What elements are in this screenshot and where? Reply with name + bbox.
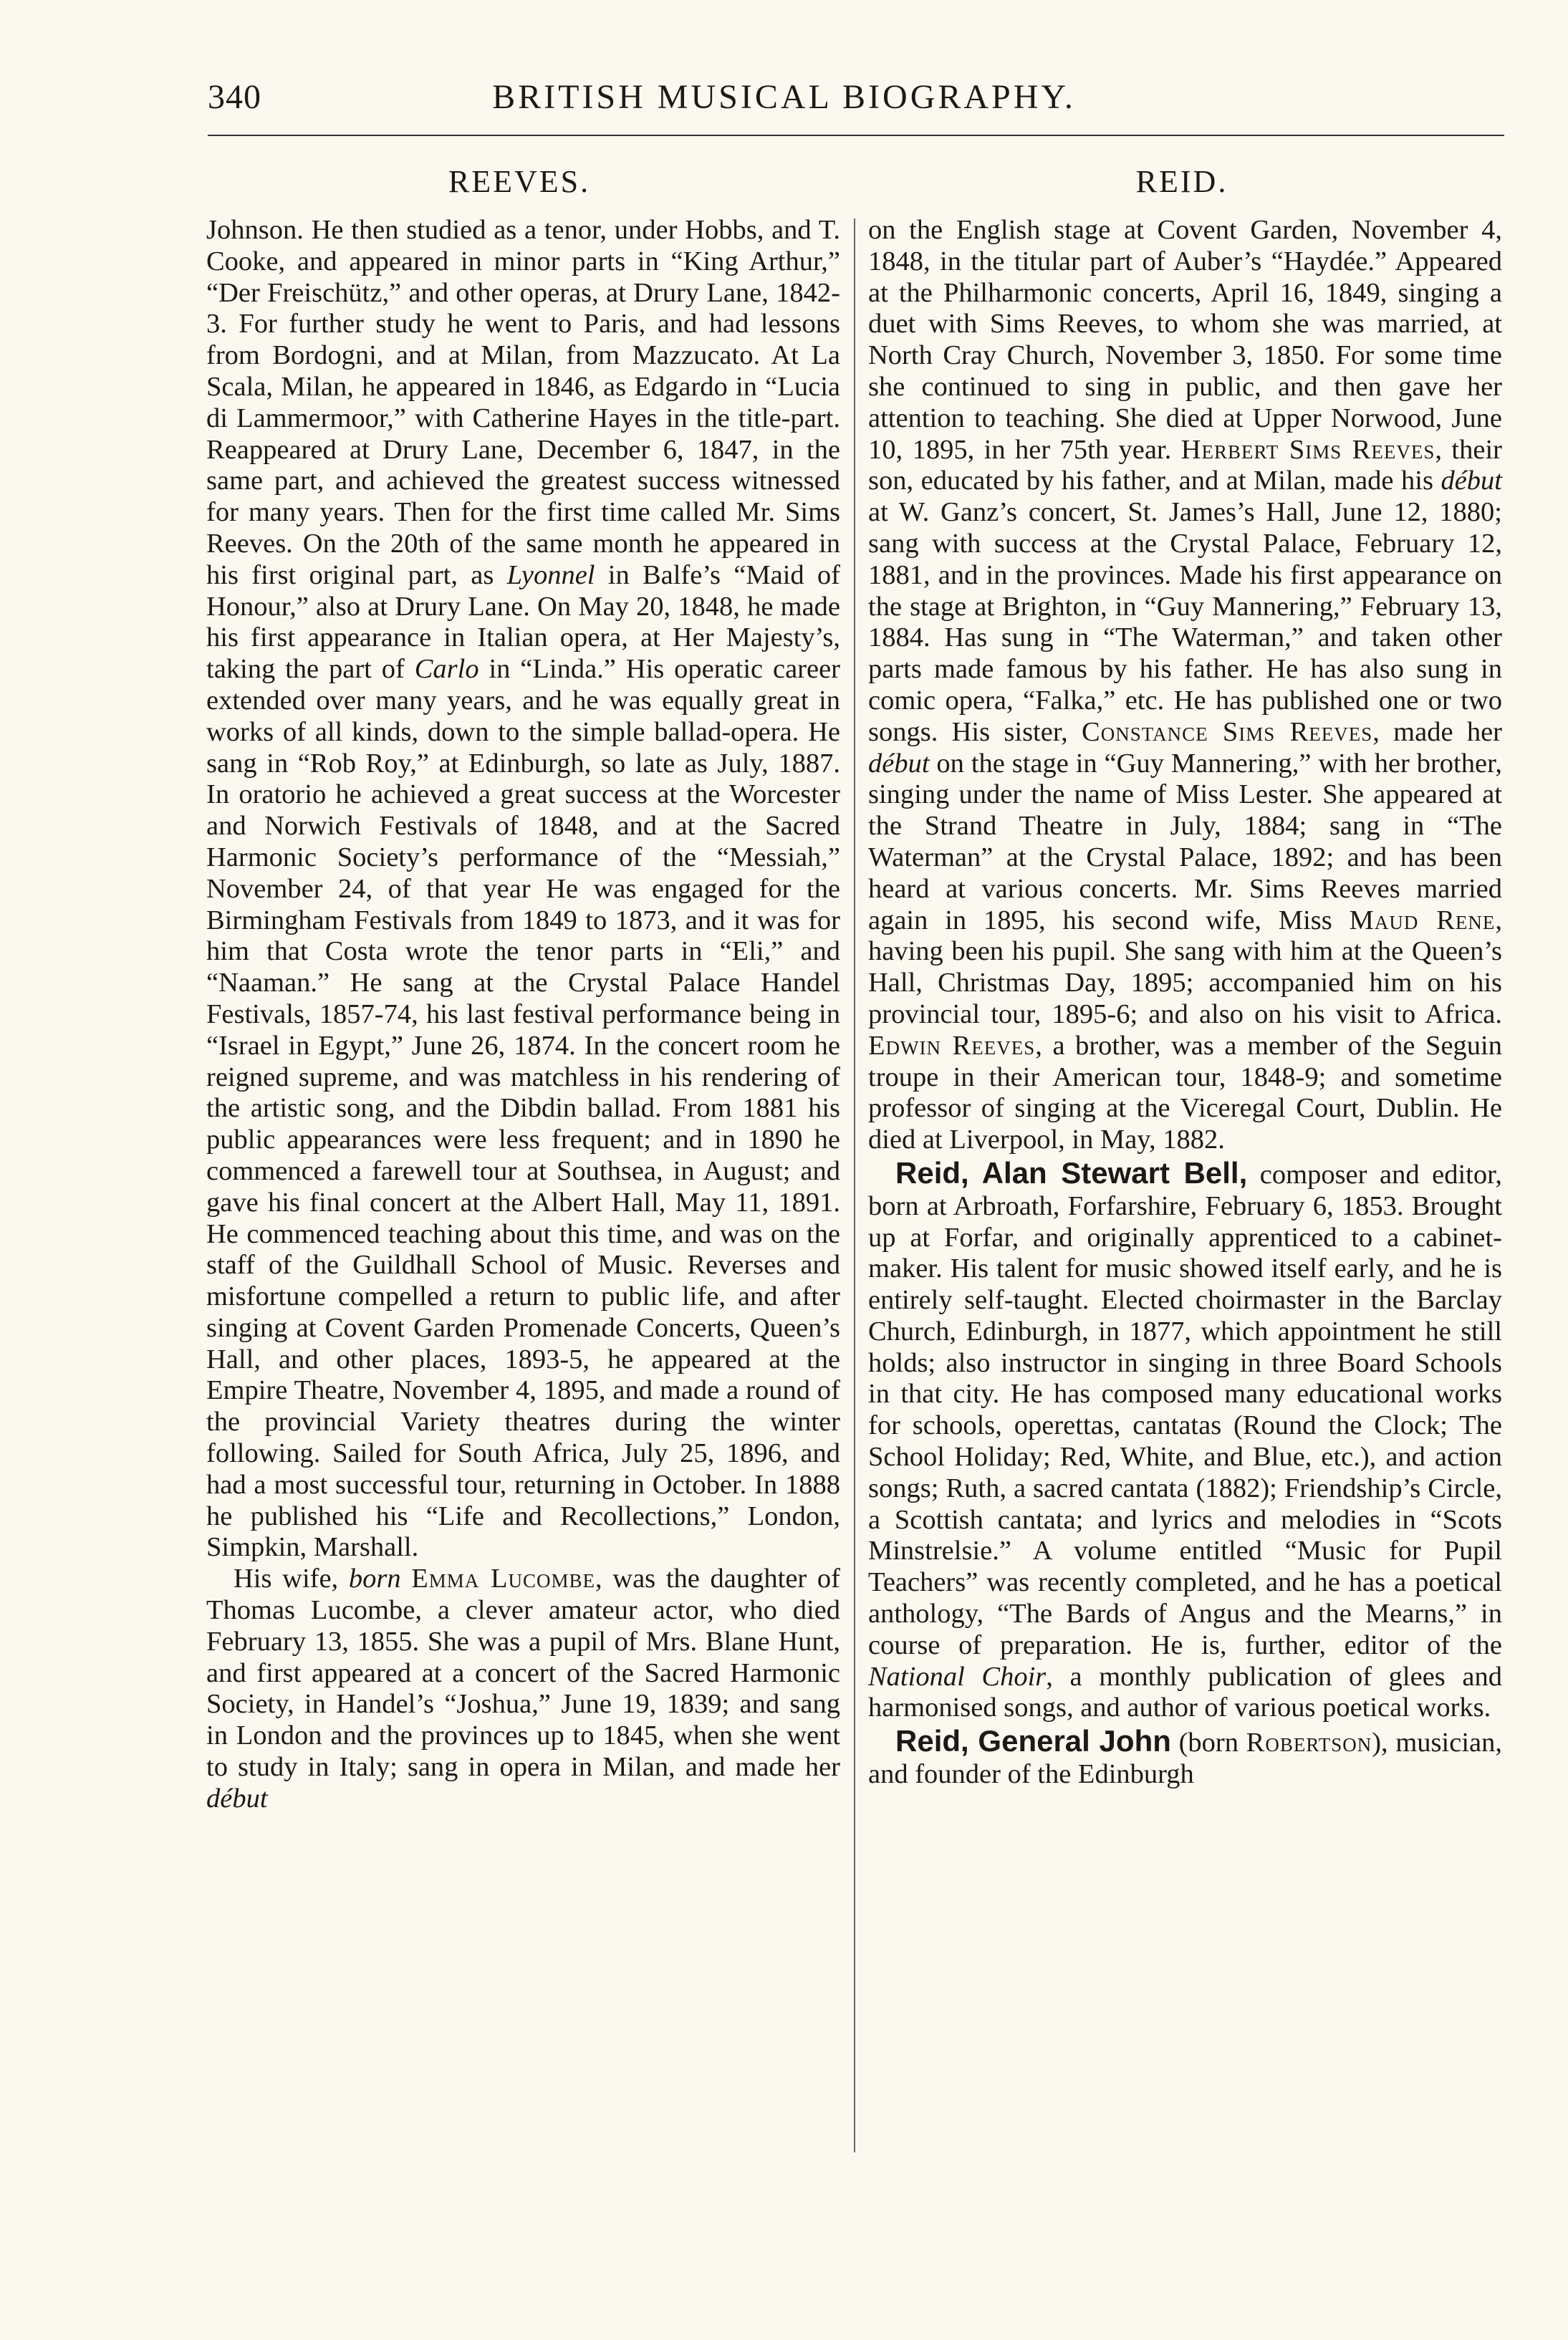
- right-column: [868, 215, 1502, 1791]
- name-herbert-sims-reeves: Herbert Sims Reeves: [1180, 434, 1435, 465]
- italic-carlo: Carlo: [414, 654, 479, 685]
- reeves-continuation-paragraph: on the English stage at Covent Garden, November 4, 1848, in the titular part of Auber’s “Haydée.” Appeared at the Philharmonic concerts, April 16, 1849, singing a duet with Sims Reeves, to whom she was married, at North Cray Church, November 3, 1850. For some time she continued to sing in public, and then gave her attention to teaching. She died at Upper Norwood, June 10, 1895, in her 75th year. Herbert Sims Reeves, their son, educated by his father, and at Milan, made his début at W. Ganz’s concert, St. James’s Hall, June 12, 1880; sang with success at the Crystal Palace, February 12, 1881, and in the provinces. Made his first appearance on the stage at Brighton, in “Guy Mannering,” February 13, 1884. Has sung in “The Waterman,” and taken other parts made famous by his father. He has also sung in comic opera, “Falka,” etc. He has published one or two songs. His sister, Constance Sims Reeves, made her début on the stage in “Guy Mannering,” with her brother, singing under the name of Miss Lester. She appeared at the Strand Theatre in July, 1884; sang in “The Waterman” at the Crystal Palace, 1892; and has been heard at various concerts. Mr. Sims Reeves married again in 1895, his second wife, Miss Maud Rene, having been his pupil. She sang with him at the Queen’s Hall, Christmas Day, 1895; accompanied him on his provincial tour, 1895-6; and also on his visit to Africa. Edwin Reeves, a brother, was a member of the Seguin troupe in their American tour, 1848-9; and sometime professor of singing at the Viceregal Court, Dublin. He died at Liverpool, in May, 1882.: [868, 215, 1502, 1155]
- name-robertson: Robertson: [1246, 1728, 1372, 1758]
- running-head-title: BRITISH MUSICAL BIOGRAPHY.: [492, 78, 1076, 116]
- name-edwin-reeves: Edwin Reeves: [868, 1030, 1036, 1061]
- reeves-wife-paragraph: His wife, born Emma Lucombe, was the daughter of Thomas Lucombe, a clever amateur actor, who died February 13, 1855. She was a pupil of Mrs. Blane Hunt, and first appeared at a concert of the Sacred Harmonic Society, in Handel’s “Joshua,” June 19, 1839; and sang in London and the provinces up to 1845, when she went to study in Italy; sang in opera in Milan, and made her début: [206, 1564, 840, 1814]
- italic-debut-herbert: début: [1440, 466, 1502, 496]
- entry-headword-alan: Reid, Alan Stewart Bell,: [895, 1155, 1248, 1190]
- right-column-heading: REID.: [1135, 164, 1228, 199]
- column-divider: [854, 218, 855, 2152]
- italic-born: born: [348, 1564, 401, 1594]
- entry-reid-alan-stewart-bell: Reid, Alan Stewart Bell, composer and editor, born at Arbroath, Forfarshire, February 6, 1853. Brought up at Forfar, and originally apprenticed to a cabinet-maker. His talent for music showed itself early, and he is entirely self-taught. Elected choirmaster in the Barclay Church, Edinburgh, in 1877, which appointment he still holds; also instructor in singing in three Board Schools in that city. He has composed many educational works for schools, operettas, cantatas (Round the Clock; The School Holiday; Red, White, and Blue, etc.), and action songs; Ruth, a sacred cantata (1882); Friendship’s Circle, a Scottish cantata; and lyrics and melodies in “Scots Minstrelsie.” A volume entitled “Music for Pupil Teachers” was recently completed, and he has a poetical anthology, “The Bards of Angus and the Mearns,” in course of preparation. He is, further, editor of the National Choir, a monthly publication of glees and harmonised songs, and author of various poetical works.: [868, 1155, 1502, 1723]
- italic-national-choir: National Choir: [868, 1661, 1047, 1692]
- name-constance-sims-reeves: Constance Sims Reeves: [1082, 716, 1373, 747]
- entry-headword-john: Reid, General John: [895, 1724, 1171, 1758]
- name-emma-lucombe: Emma Lucombe: [411, 1564, 595, 1594]
- italic-debut-constance: début: [868, 748, 930, 779]
- italic-debut: début: [206, 1783, 268, 1814]
- page-number: 340: [208, 78, 261, 116]
- entry-reid-general-john: Reid, General John (born Robertson), musician, and founder of the Edinburgh: [868, 1724, 1502, 1790]
- header-rule: [208, 135, 1504, 136]
- left-column: [206, 215, 840, 1815]
- italic-lyonnel: Lyonnel: [506, 559, 595, 590]
- left-column-heading: REEVES.: [448, 164, 591, 199]
- name-maud-rene: Maud Rene: [1349, 905, 1496, 935]
- reeves-paragraph-1: Johnson. He then studied as a tenor, under Hobbs, and T. Cooke, and appeared in minor parts in “King Arthur,” “Der Freischütz,” and other operas, at Drury Lane, 1842-3. For further study he went to Paris, and had lessons from Bordogni, and at Milan, from Mazzucato. At La Scala, Milan, he appeared in 1846, as Edgardo in “Lucia di Lammermoor,” with Catherine Hayes in the title-part. Reappeared at Drury Lane, December 6, 1847, in the same part, and achieved the greatest success witnessed for many years. Then for the first time called Mr. Sims Reeves. On the 20th of the same month he appeared in his first original part, as Lyonnel in Balfe’s “Maid of Honour,” also at Drury Lane. On May 20, 1848, he made his first appearance in Italian opera, at Her Majesty’s, taking the part of Carlo in “Linda.” His operatic career extended over many years, and he was equally great in works of all kinds, down to the simple ballad-opera. He sang in “Rob Roy,” at Edinburgh, so late as July, 1887. In oratorio he achieved a great success at the Worcester and Norwich Festivals of 1848, and at the Sacred Harmonic Society’s performance of the “Messiah,” November 24, of that year He was engaged for the Birmingham Festivals from 1849 to 1873, and it was for him that Costa wrote the tenor parts in “Eli,” and “Naaman.” He sang at the Crystal Palace Handel Festivals, 1857-74, his last festival performance being in “Israel in Egypt,” June 26, 1874. In the concert room he reigned supreme, and was matchless in his rendering of the artistic song, and the Dibdin ballad. From 1881 his public appearances were less frequent; and in 1890 he commenced a farewell tour at Southsea, in August; and gave his final concert at the Albert Hall, May 11, 1891. He commenced teaching about this time, and was on the staff of the Guildhall School of Music. Reverses and misfortune compelled a return to public life, and after singing at Covent Garden Promenade Concerts, Queen’s Hall, and other places, 1893-5, he appeared at the Empire Theatre, November 4, 1895, and made a round of the provincial Variety theatres during the winter following. Sailed for South Africa, July 25, 1896, and had a most successful tour, returning in October. In 1888 he published his “Life and Recollections,” London, Simpkin, Marshall.: [206, 215, 840, 1563]
